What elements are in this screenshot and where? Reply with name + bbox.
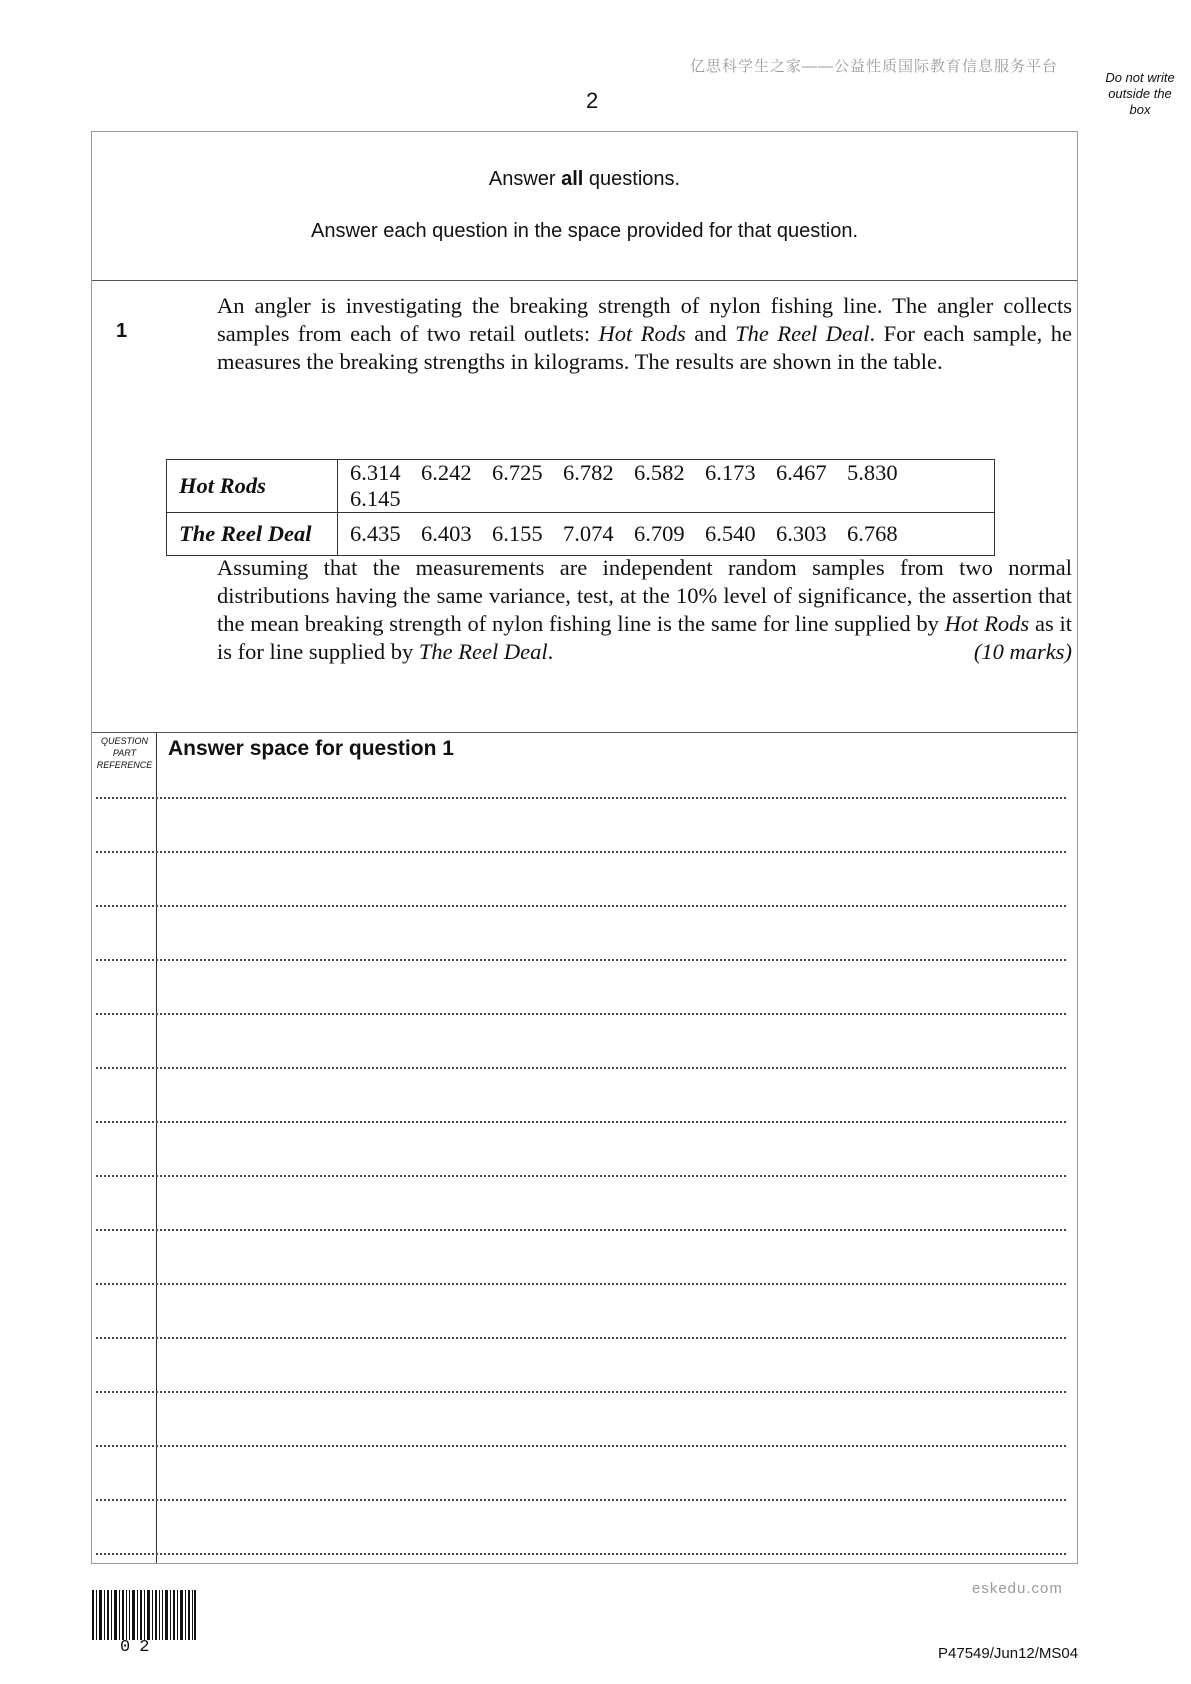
table-cell: 6.725 xyxy=(492,460,543,485)
outlet-name: Hot Rods xyxy=(598,321,686,346)
instruction-line-2: Answer each question in the space provided for that question. xyxy=(310,220,858,242)
answer-line[interactable] xyxy=(96,1445,1066,1447)
ref-label-line: QUESTION xyxy=(100,736,148,746)
table-cell: 7.074 xyxy=(563,521,614,546)
table-cell: 6.145 xyxy=(350,486,401,511)
question-text: . xyxy=(547,639,554,664)
answer-line[interactable] xyxy=(96,905,1066,907)
table-row xyxy=(167,513,995,556)
table-cell: 6.173 xyxy=(705,460,756,485)
table-row xyxy=(167,460,995,513)
table-cell: 6.314 xyxy=(350,460,401,485)
instruction-text: questions. xyxy=(583,168,681,190)
row-label: Hot Rods xyxy=(167,460,338,513)
table-cell: 6.782 xyxy=(563,460,614,485)
page-number: 2 xyxy=(586,88,599,113)
question-text: and xyxy=(685,321,736,346)
answer-line[interactable] xyxy=(96,1391,1066,1393)
answer-line[interactable] xyxy=(96,1121,1066,1123)
outlet-name: The Reel Deal xyxy=(735,321,870,346)
barcode-number: 02 xyxy=(120,1638,159,1657)
margin-note xyxy=(1090,70,1190,118)
data-table xyxy=(166,459,995,556)
ref-label-line: PART xyxy=(112,748,137,758)
table-cell: 6.540 xyxy=(705,521,756,546)
question-part-reference-column xyxy=(92,733,157,1563)
instruction-line-1 xyxy=(92,168,1077,191)
answer-line[interactable] xyxy=(96,797,1066,799)
table-cell: 6.155 xyxy=(492,521,543,546)
answer-line[interactable] xyxy=(96,1499,1066,1501)
question-frame xyxy=(91,131,1078,1564)
answer-line[interactable] xyxy=(96,851,1066,853)
answer-line[interactable] xyxy=(96,1175,1066,1177)
margin-note-line: outside the xyxy=(1108,86,1172,101)
question-text: Assuming that the measurements are independent random samples from two normal distributions having the same variance, test, at the 10% level of significance, the assertion that the mean breaking strength of nylon fishing line is the same for line supplied by xyxy=(217,555,1072,636)
question-task xyxy=(217,554,1072,666)
answer-space-title: Answer space for question 1 xyxy=(168,737,454,760)
table-cell: 6.467 xyxy=(776,460,827,485)
question-text: . For each sample, he measures the breaking strengths in kilograms. The results are shown in the table. xyxy=(217,321,1072,374)
ref-label-line: REFERENCE xyxy=(96,760,153,770)
table-cell: 6.768 xyxy=(847,521,898,546)
margin-note-line: box xyxy=(1129,102,1151,117)
question-intro xyxy=(217,292,1072,376)
table-cell: 5.830 xyxy=(847,460,898,485)
question-part-reference-label xyxy=(92,735,157,771)
answer-line[interactable] xyxy=(96,1283,1066,1285)
question-text: An angler is investigating the breaking strength of nylon fishing line. The angler collects samples from each of two retail outlets: xyxy=(217,293,1072,346)
marks-label: (10 marks) xyxy=(973,639,1072,664)
answer-line[interactable] xyxy=(96,1229,1066,1231)
answer-line[interactable] xyxy=(96,1337,1066,1339)
row-label: The Reel Deal xyxy=(167,513,338,556)
question-text: as it is for line supplied by xyxy=(217,611,1072,664)
table-cell: 6.435 xyxy=(350,521,401,546)
question-number: 1 xyxy=(116,320,128,342)
page-code: P47549/Jun12/MS04 xyxy=(938,1645,1079,1662)
row-values xyxy=(338,513,995,556)
margin-note-line: Do not write xyxy=(1105,70,1175,85)
table-cell: 6.303 xyxy=(776,521,827,546)
table-cell: 6.709 xyxy=(634,521,685,546)
answer-area[interactable] xyxy=(92,732,1077,1563)
answer-line[interactable] xyxy=(96,1067,1066,1069)
table-cell: 6.403 xyxy=(421,521,472,546)
table-cell: 6.242 xyxy=(421,460,472,485)
table-cell: 6.582 xyxy=(634,460,685,485)
outlet-name: Hot Rods xyxy=(944,611,1030,636)
barcode-icon xyxy=(92,1590,196,1640)
row-values xyxy=(338,460,995,513)
instruction-text: Answer xyxy=(488,168,562,190)
answer-line[interactable] xyxy=(96,1553,1066,1555)
answer-line[interactable] xyxy=(96,959,1066,961)
footer-watermark: eskedu.com xyxy=(972,1580,1063,1597)
header-watermark: 亿思科学生之家——公益性质国际教育信息服务平台 xyxy=(690,58,1059,75)
outlet-name: The Reel Deal xyxy=(418,639,548,664)
answer-line[interactable] xyxy=(96,1013,1066,1015)
instruction-emphasis: all xyxy=(561,168,584,190)
instructions-box xyxy=(92,132,1077,281)
